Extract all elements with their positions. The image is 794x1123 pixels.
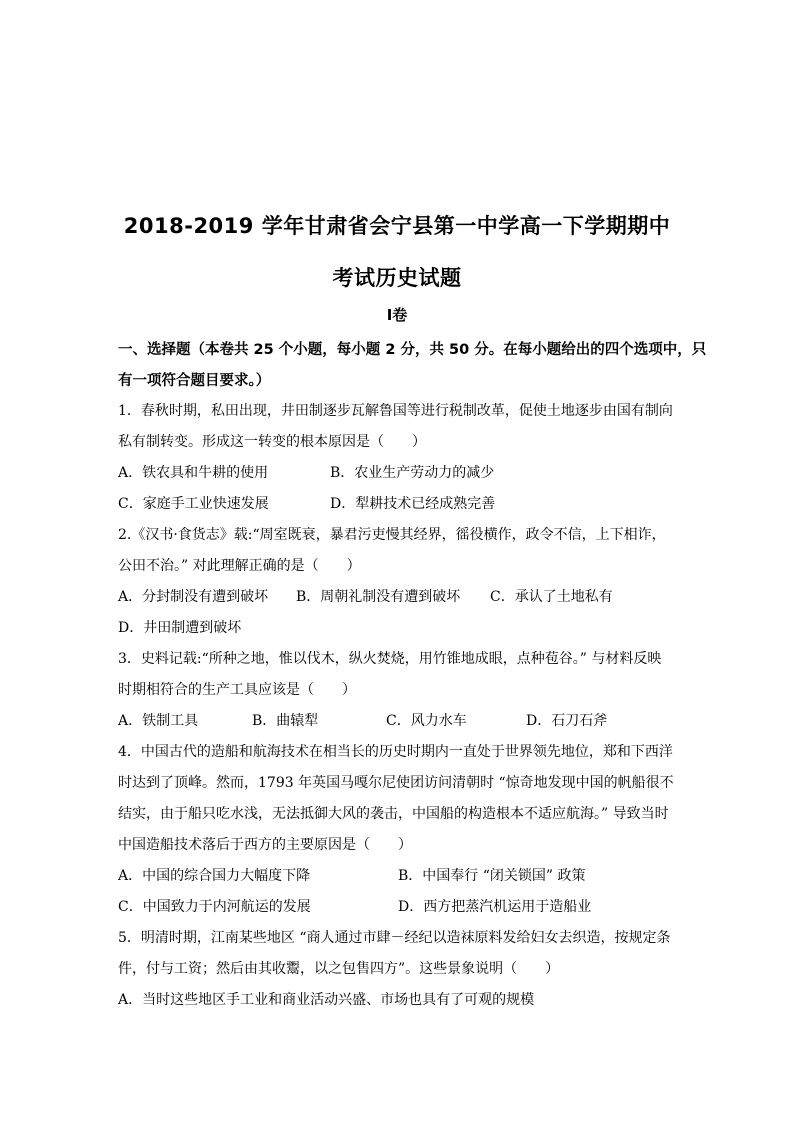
q3-option-a: A．铁制工具 bbox=[118, 713, 199, 729]
q1-option-b: B．农业生产劳动力的减少 bbox=[330, 465, 495, 481]
section-heading-line2: 有一项符合题目要求。） bbox=[118, 373, 271, 389]
q5-option-a: A．当时这些地区手工业和商业活动兴盛、市场也具有了可观的规模 bbox=[118, 992, 535, 1008]
q1-stem-line1: 1．春秋时期，私田出现，井田制逐步瓦解鲁国等进行税制改革，促使土地逐步由国有制向 bbox=[118, 403, 673, 419]
q1-stem-line2: 私有制转变。形成这一转变的根本原因是（ ） bbox=[118, 434, 426, 450]
q4-stem-line1: 4．中国古代的造船和航海技术在相当长的历史时期内一直处于世界领先地位，郑和下西洋 bbox=[118, 744, 673, 760]
exam-title-line2: 考试历史试题 bbox=[332, 266, 462, 290]
q5-stem-line1: 5．明清时期，江南某些地区 “商人通过市肆－经纪以造袜原料发给妇女去织造，按规定条 bbox=[118, 930, 671, 946]
volume-label: I卷 bbox=[386, 306, 408, 324]
q5-stem-line2: 件，付与工资；然后由其收鬻，以之包售四方”。这些景象说明（ ） bbox=[118, 961, 560, 977]
q2-option-c: C．承认了土地私有 bbox=[490, 589, 613, 605]
q3-stem-line2: 时期相符合的生产工具应该是（ ） bbox=[118, 682, 356, 698]
q4-stem-line4: 中国造船技术落后于西方的主要原因是（ ） bbox=[118, 837, 412, 853]
q4-option-d: D．西方把蒸汽机运用于造船业 bbox=[398, 899, 592, 915]
exam-title-line1: 2018-2019 学年甘肃省会宁县第一中学高一下学期期中 bbox=[123, 214, 671, 238]
q1-option-a: A．铁农具和牛耕的使用 bbox=[118, 465, 269, 481]
q1-option-c: C．家庭手工业快速发展 bbox=[118, 496, 269, 512]
q1-option-d: D．犁耕技术已经成熟完善 bbox=[330, 496, 496, 512]
q2-option-a: A．分封制没有遭到破坏 bbox=[118, 589, 269, 605]
section-heading-line1: 一、选择题（本卷共 25 个小题，每小题 2 分，共 50 分。在每小题给出的四个选项中，只 bbox=[118, 342, 707, 358]
q2-option-d: D．井田制遭到破坏 bbox=[118, 620, 242, 636]
q3-option-c: C．风力水车 bbox=[386, 713, 467, 729]
q2-stem-line1: 2.《汉书·食货志》载:“周室既衰，暴君污吏慢其经界，徭役横作，政令不信，上下相诈， bbox=[118, 527, 666, 543]
q4-option-a: A．中国的综合国力大幅度下降 bbox=[118, 868, 311, 884]
q4-stem-line3: 结实，由于船只吃水浅，无法抵御大风的袭击，中国船的构造根本不适应航海。” 导致当时 bbox=[118, 806, 669, 822]
q2-option-b: B．周朝礼制没有遭到破坏 bbox=[296, 589, 461, 605]
q4-stem-line2: 时达到了顶峰。然而，1793 年英国马嘎尔尼使团访问清朝时 “惊奇地发现中国的帆船很不 bbox=[118, 775, 674, 791]
q4-option-b: B．中国奉行 “闭关锁国” 政策 bbox=[398, 868, 586, 884]
q4-option-c: C．中国致力于内河航运的发展 bbox=[118, 899, 311, 915]
q3-option-d: D．石刀石斧 bbox=[526, 713, 608, 729]
q3-option-b: B．曲辕犁 bbox=[252, 713, 319, 729]
q2-stem-line2: 公田不治。” 对此理解正确的是（ ） bbox=[118, 558, 361, 574]
q3-stem-line1: 3．史料记载:“所种之地，惟以伐木，纵火焚烧，用竹锥地成眼，点种苞谷。” 与材料反映 bbox=[118, 651, 662, 667]
